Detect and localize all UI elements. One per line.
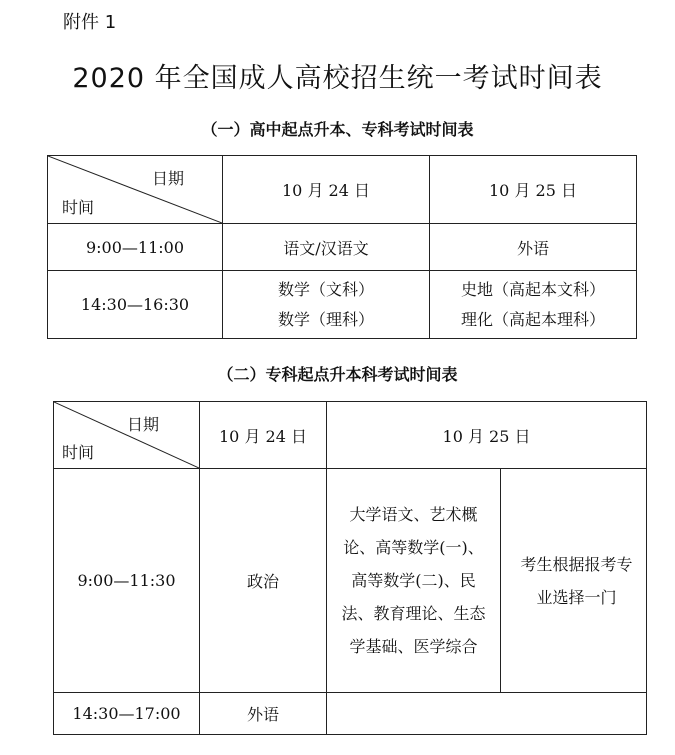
table1-title: （一）高中起点升本、专科考试时间表 [201, 120, 474, 139]
corner-time-label: 时间 [62, 443, 95, 462]
subject-line: 数学（理科） [277, 309, 374, 329]
subject-cell: 外语 [200, 693, 327, 735]
table1 [47, 155, 637, 339]
table2-row [54, 693, 647, 735]
table1-corner-cell [48, 156, 223, 224]
corner-time-label: 时间 [62, 198, 95, 217]
table1-row [48, 224, 637, 271]
note-cell: 考生根据报考专业选择一门 [501, 469, 647, 693]
empty-cell [327, 693, 647, 735]
subject-cell [430, 271, 637, 339]
table2-header-row [54, 402, 647, 469]
table2-corner-cell [54, 402, 200, 469]
subject-line: 理化（高起本理科） [460, 309, 605, 329]
subject-cell: 语文/汉语文 [223, 224, 430, 271]
table2 [53, 401, 647, 735]
time-cell: 9:00—11:00 [48, 224, 223, 271]
table2-date-header: 10 月 24 日 [200, 402, 327, 469]
corner-date-label: 日期 [151, 169, 184, 188]
page-title: 2020 年全国成人高校招生统一考试时间表 [72, 63, 603, 94]
table1-row [48, 271, 637, 339]
subject-line: 史地（高起本文科） [460, 279, 605, 299]
subject-cell: 外语 [430, 224, 637, 271]
time-cell: 9:00—11:30 [54, 469, 200, 693]
attachment-label: 附件 1 [63, 12, 117, 33]
table1-header-row [48, 156, 637, 224]
subject-line: 数学（文科） [277, 279, 374, 299]
table2-row [54, 469, 647, 693]
table1-date-header: 10 月 24 日 [223, 156, 430, 224]
time-cell: 14:30—16:30 [48, 271, 223, 339]
subject-list-cell: 大学语文、艺术概论、高等数学(一)、高等数学(二)、民法、教育理论、生态学基础、医学综合 [327, 469, 501, 693]
table1-date-header: 10 月 25 日 [430, 156, 637, 224]
subject-cell [223, 271, 430, 339]
subject-cell: 政治 [200, 469, 327, 693]
table2-title: （二）专科起点升本科考试时间表 [217, 365, 458, 384]
time-cell: 14:30—17:00 [54, 693, 200, 735]
table2-date-header: 10 月 25 日 [327, 402, 647, 469]
corner-date-label: 日期 [126, 415, 159, 434]
